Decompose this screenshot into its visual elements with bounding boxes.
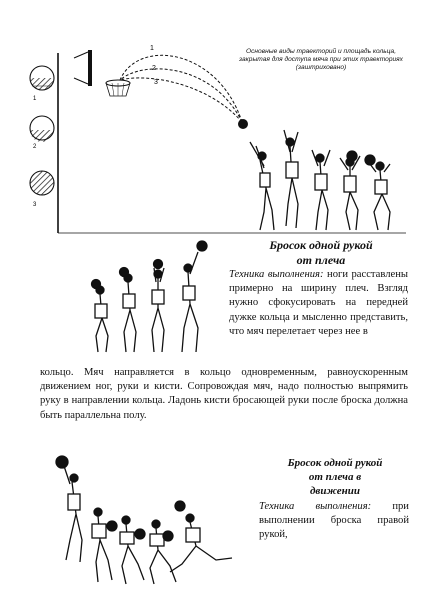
trajectory-label-3: 3: [154, 79, 158, 86]
circle-label-1: 1: [33, 96, 37, 102]
heading-1-line-1: Бросок одной рукой: [269, 238, 373, 252]
heading-2-line-2: от плеча в: [308, 471, 362, 483]
technique-label-1: Техника выполнения:: [229, 269, 324, 280]
section-1-text-right: [229, 268, 408, 339]
shoulder-shot-illustration: [78, 238, 228, 358]
player-figures-top: [250, 130, 390, 230]
trajectory-label-1: 1: [150, 45, 154, 52]
heading-2-line-1: Бросок одной рукой: [287, 457, 383, 469]
section-1-para-right: ноги расставлены примерно на ширину плеч. Взгляд нужно сфокусировать на передней дужке кольца и мысленно представить, что мяч перелетает через нее в: [229, 269, 409, 337]
section-1-para-full: кольцо. Мяч направляется в кольцо одновременным, равноускоренным движением ног, руки и кисти. Сопровождая мяч, надо полностью выпрямить руку в направлении кольца. Ладонь кисти бросающей руки после броска должна быть параллельна полу.: [40, 367, 408, 421]
figure-caption: Основные виды траекторий и площадь кольца, закрытая для доступа мяча при этих траекториях (заштриховано): [239, 48, 403, 72]
section-heading-2: [260, 456, 410, 498]
trajectory-label-2: 2: [152, 65, 156, 72]
heading-1-line-2: от плеча: [296, 253, 346, 267]
heading-2-line-3: движении: [309, 485, 361, 497]
section-2-text-right: [259, 500, 409, 543]
technique-label-2: Техника выполнения:: [259, 501, 372, 512]
section-heading-1: [232, 238, 410, 268]
circle-label-3: 3: [33, 202, 37, 208]
moving-shot-illustration: [40, 448, 255, 588]
circle-label-2: 2: [33, 144, 37, 150]
section-2-para-right: при выполнении броска правой рукой,: [259, 501, 409, 541]
